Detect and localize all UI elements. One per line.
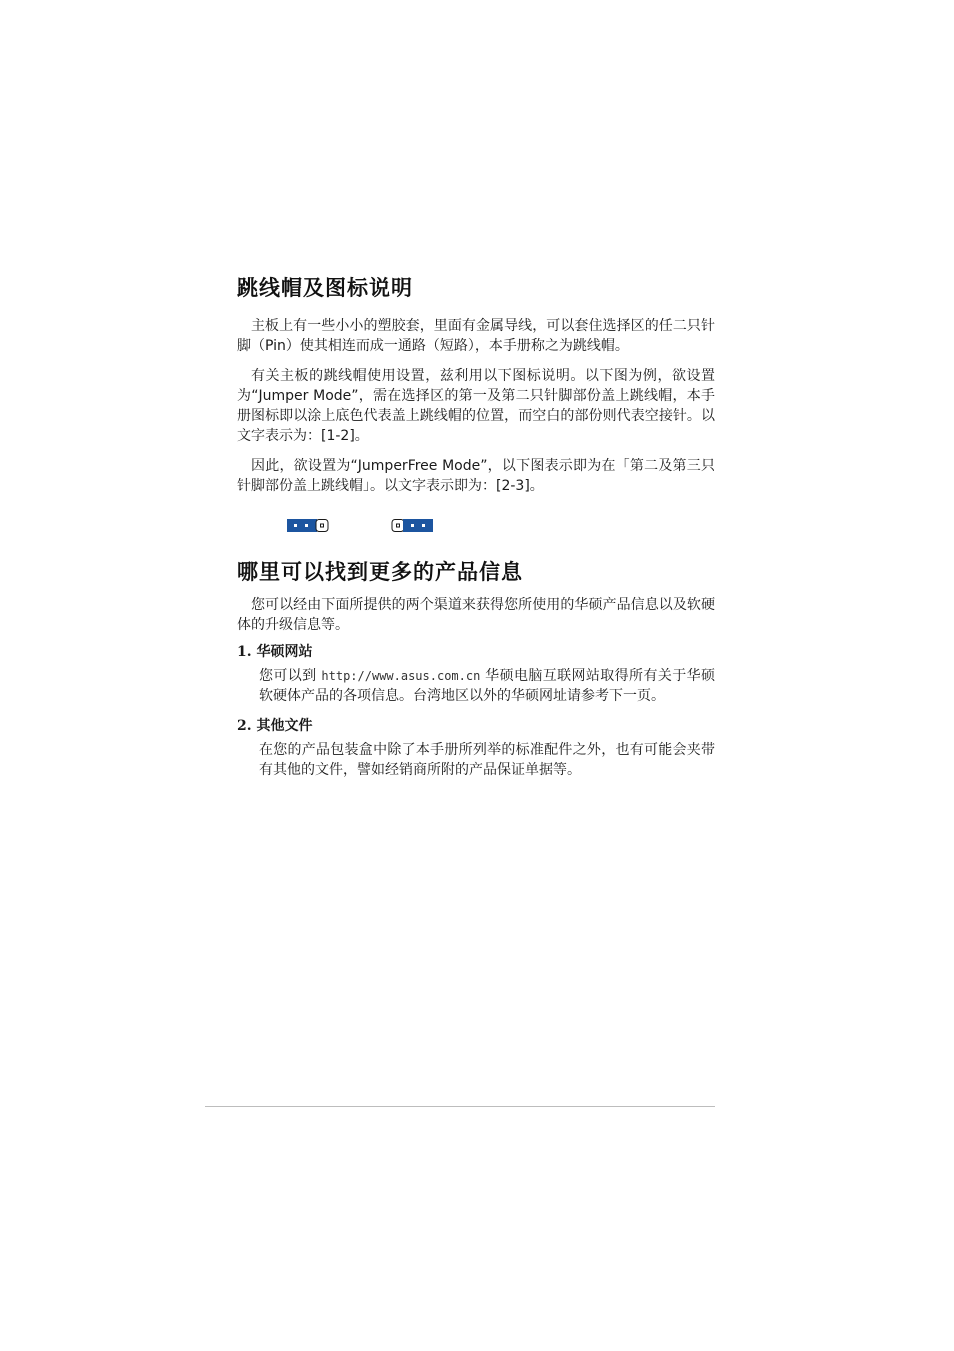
website-text-after: 华硕电脑互联网站取得所有关于华硕软硬体产品的各项信息。台湾地区以外的华硕网址请参考下一页。 — [259, 668, 715, 704]
page-content — [237, 270, 715, 780]
footer-divider — [205, 1106, 715, 1107]
jumper-pin-2 — [411, 524, 414, 527]
jumper-diagrams — [237, 496, 715, 556]
item-title-other-documents: 2. 其他文件 — [237, 718, 313, 734]
paragraph-jumperfree-mode: 因此，欲设置为“JumperFree Mode”，以下图表示即为在「第二及第三只针脚部份盖上跳线帽」。以文字表示即为：[2-3]。 — [237, 458, 715, 494]
website-text-before: 您可以到 — [259, 668, 322, 684]
jumper-cap-shape — [403, 519, 433, 532]
section-title-more-info: 哪里可以找到更多的产品信息 — [237, 559, 523, 584]
jumper-pin-1-open — [392, 520, 404, 532]
jumper-pin-1 — [294, 524, 297, 527]
asus-website-link[interactable]: http://www.asus.com.cn — [321, 669, 481, 683]
jumper-pin-2 — [305, 524, 308, 527]
item-body-asus-website — [237, 666, 715, 706]
paragraph-jumper-intro: 主板上有一些小小的塑胶套，里面有金属导线，可以套住选择区的任二只针脚（Pin）使其相连而成一通路（短路），本手册称之为跳线帽。 — [237, 318, 715, 354]
jumper-pin-3 — [422, 524, 425, 527]
item-body-other-documents: 在您的产品包装盒中除了本手册所列举的标准配件之外，也有可能会夹带有其他的文件，譬如经销商所附的产品保证单据等。 — [259, 742, 715, 778]
jumper-1-2-icon — [287, 519, 329, 532]
section-title-jumper: 跳线帽及图标说明 — [237, 275, 413, 300]
jumper-2-3-icon — [391, 519, 433, 532]
item-title-asus-website: 1. 华硕网站 — [237, 644, 313, 660]
paragraph-more-info-intro: 您可以经由下面所提供的两个渠道来获得您所使用的华硕产品信息以及软硬体的升级信息等。 — [237, 597, 715, 633]
paragraph-jumper-mode: 有关主板的跳线帽使用设置，兹利用以下图标说明。以下图为例，欲设置为“Jumper Mode”，需在选择区的第一及第二只针脚部份盖上跳线帽，本手册图标即以涂上底色代表盖上跳线帽的位置，而空白的部份则代表空接针。以文字表示为：[1-2]。 — [237, 368, 715, 444]
jumper-cap-shape — [287, 519, 317, 532]
jumper-pin-3-open — [316, 520, 328, 532]
